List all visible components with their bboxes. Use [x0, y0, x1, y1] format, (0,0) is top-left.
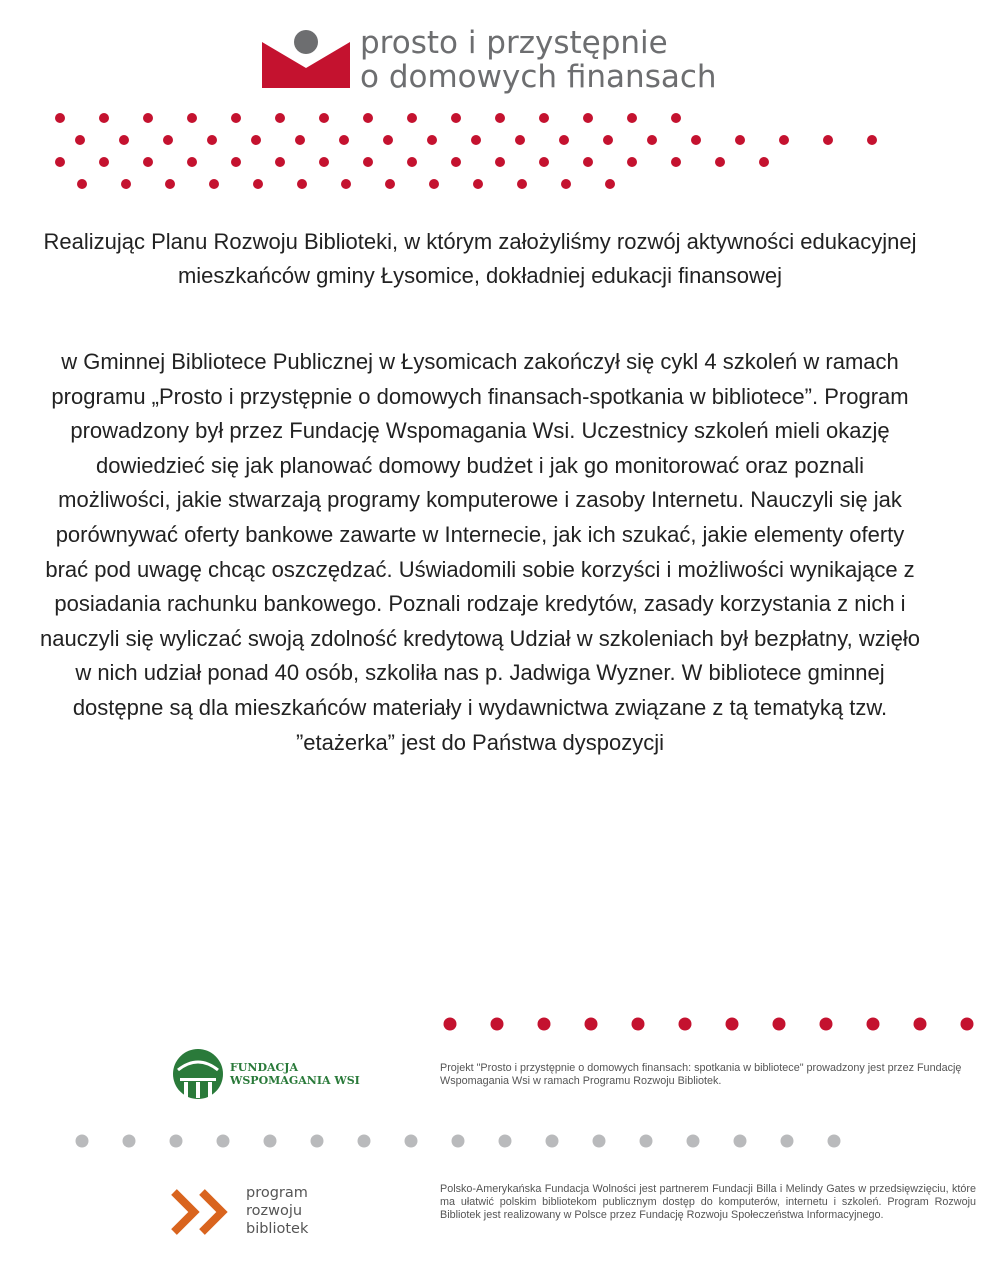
decorative-dot — [726, 1018, 739, 1031]
decorative-dot — [583, 113, 593, 123]
envelope-logo-icon — [260, 28, 352, 90]
decorative-dot — [363, 113, 373, 123]
decorative-dot — [632, 1018, 645, 1031]
decorative-dot — [297, 179, 307, 189]
decorative-dot — [55, 157, 65, 167]
decorative-dot — [311, 1135, 324, 1148]
decorative-dot — [385, 179, 395, 189]
decorative-dot — [231, 157, 241, 167]
decorative-dot — [671, 157, 681, 167]
decorative-dot — [55, 113, 65, 123]
decorative-dot — [867, 135, 877, 145]
decorative-dot — [715, 157, 725, 167]
decorative-dot — [405, 1135, 418, 1148]
logo-line-2: o domowych finansach — [360, 59, 717, 95]
decorative-dot — [407, 113, 417, 123]
decorative-dot — [539, 157, 549, 167]
decorative-dot — [99, 157, 109, 167]
decorative-dot — [538, 1018, 551, 1031]
decorative-dot — [605, 179, 615, 189]
decorative-dot — [517, 179, 527, 189]
decorative-dot — [691, 135, 701, 145]
decorative-dot — [358, 1135, 371, 1148]
decorative-dot — [734, 1135, 747, 1148]
decorative-dot — [687, 1135, 700, 1148]
decorative-dot — [170, 1135, 183, 1148]
projekt-note: Projekt "Prosto i przystępnie o domowych finansach: spotkania w bibliotece" prowadzony jest przez Fundację Wspomagania Wsi w ramach Programu Rozwoju Bibliotek. — [440, 1062, 962, 1087]
decorative-dot — [759, 157, 769, 167]
decorative-dot — [773, 1018, 786, 1031]
decorative-dot — [561, 179, 571, 189]
decorative-dot — [275, 157, 285, 167]
decorative-dot — [495, 157, 505, 167]
program-logo-text — [360, 26, 717, 94]
fundacja-logo-text: FUNDACJA WSPOMAGANIA WSI — [230, 1061, 360, 1087]
decorative-dot — [123, 1135, 136, 1148]
prb-logo-text: program rozwoju bibliotek — [246, 1185, 309, 1237]
decorative-dot — [451, 113, 461, 123]
decorative-dot — [867, 1018, 880, 1031]
decorative-dot — [187, 157, 197, 167]
decorative-dot — [735, 135, 745, 145]
decorative-dot — [295, 135, 305, 145]
decorative-dot — [583, 157, 593, 167]
decorative-dot — [961, 1018, 974, 1031]
decorative-dot — [491, 1018, 504, 1031]
decorative-dot — [77, 179, 87, 189]
decorative-dots-footer-gray — [70, 1131, 860, 1151]
decorative-dot — [471, 135, 481, 145]
decorative-dot — [231, 113, 241, 123]
article-intro: Realizując Planu Rozwoju Biblioteki, w którym założyliśmy rozwój aktywności edukacyjnej mieszkańców gminy Łysomice, dokładniej edukacji finansowej — [43, 229, 917, 288]
decorative-dot — [251, 135, 261, 145]
decorative-dot — [209, 179, 219, 189]
decorative-dot — [187, 113, 197, 123]
decorative-dot — [781, 1135, 794, 1148]
decorative-dot — [593, 1135, 606, 1148]
article-body: w Gminnej Bibliotece Publicznej w Łysomicach zakończył się cykl 4 szkoleń w ramach programu „Prosto i przystępnie o domowych finansach-spotkania w bibliotece”. Program prowadzony był przez Fundację Wspomagania Wsi. Uczestnicy szkoleń mieli okazję dowiedzieć się jak planować domowy budżet i jak go monitorować oraz poznali możliwości, jakie stwarzają programy komputerowe i zasoby Internetu. Nauczyli się jak porównywać oferty bankowe zawarte w Internecie, jak ich szukać, jakie elementy oferty brać pod uwagę chcąc oszczędzać. Uświadomili sobie korzyści i możliwości wynikające z posiadania rachunku bankowego. Poznali rodzaje kredytów, zasady korzystania z nich i nauczyli się wyliczać swoją zdolność kredytową Udział w szkoleniach był bezpłatny, wzięło w nich udział ponad 40 osób, szkoliła nas p. Jadwiga Wyzner. W bibliotece gminnej dostępne są dla mieszkańców materiały i wydawnictwa związane z tą tematyką tzw. ”etażerka” jest do Państwa dyspozycji — [40, 349, 920, 755]
decorative-dot — [499, 1135, 512, 1148]
decorative-dot — [319, 113, 329, 123]
decorative-dot — [820, 1018, 833, 1031]
decorative-dot — [473, 179, 483, 189]
decorative-dot — [217, 1135, 230, 1148]
decorative-dot — [339, 135, 349, 145]
decorative-dot — [444, 1018, 457, 1031]
decorative-dot — [546, 1135, 559, 1148]
decorative-dot — [495, 113, 505, 123]
decorative-dot — [121, 179, 131, 189]
decorative-dot — [207, 135, 217, 145]
decorative-dot — [99, 113, 109, 123]
fundacja-wspomagania-wsi-logo-icon — [170, 1048, 226, 1100]
decorative-dot — [603, 135, 613, 145]
logo-line-1: prosto i przystępnie — [360, 25, 668, 61]
decorative-dot — [383, 135, 393, 145]
decorative-dots-header — [0, 108, 1000, 192]
decorative-dot — [679, 1018, 692, 1031]
decorative-dot — [363, 157, 373, 167]
decorative-dot — [823, 135, 833, 145]
decorative-dot — [539, 113, 549, 123]
decorative-dot — [253, 179, 263, 189]
decorative-dot — [119, 135, 129, 145]
decorative-dot — [427, 135, 437, 145]
decorative-dot — [452, 1135, 465, 1148]
decorative-dot — [76, 1135, 89, 1148]
decorative-dots-footer-red — [430, 1015, 990, 1035]
decorative-dot — [627, 113, 637, 123]
decorative-dot — [341, 179, 351, 189]
decorative-dot — [143, 157, 153, 167]
decorative-dot — [407, 157, 417, 167]
decorative-dot — [264, 1135, 277, 1148]
decorative-dot — [640, 1135, 653, 1148]
chevron-right-double-icon — [170, 1188, 234, 1236]
decorative-dot — [275, 113, 285, 123]
decorative-dot — [515, 135, 525, 145]
decorative-dot — [627, 157, 637, 167]
decorative-dot — [165, 179, 175, 189]
decorative-dot — [451, 157, 461, 167]
decorative-dot — [585, 1018, 598, 1031]
decorative-dot — [914, 1018, 927, 1031]
decorative-dot — [319, 157, 329, 167]
partner-note: Polsko-Amerykańska Fundacja Wolności jest partnerem Fundacji Billa i Melindy Gates w przedsięwzięciu, które ma ułatwić polskim bibliotekom publicznym dostęp do komputerów, internetu i szkoleń. Program Rozwoju Bibliotek jest realizowany w Polsce przez Fundację Rozwoju Społeczeństwa Informacyjnego. — [440, 1183, 976, 1221]
decorative-dot — [671, 113, 681, 123]
decorative-dot — [779, 135, 789, 145]
decorative-dot — [647, 135, 657, 145]
decorative-dot — [75, 135, 85, 145]
decorative-dot — [429, 179, 439, 189]
decorative-dot — [163, 135, 173, 145]
decorative-dot — [143, 113, 153, 123]
decorative-dot — [828, 1135, 841, 1148]
decorative-dot — [559, 135, 569, 145]
